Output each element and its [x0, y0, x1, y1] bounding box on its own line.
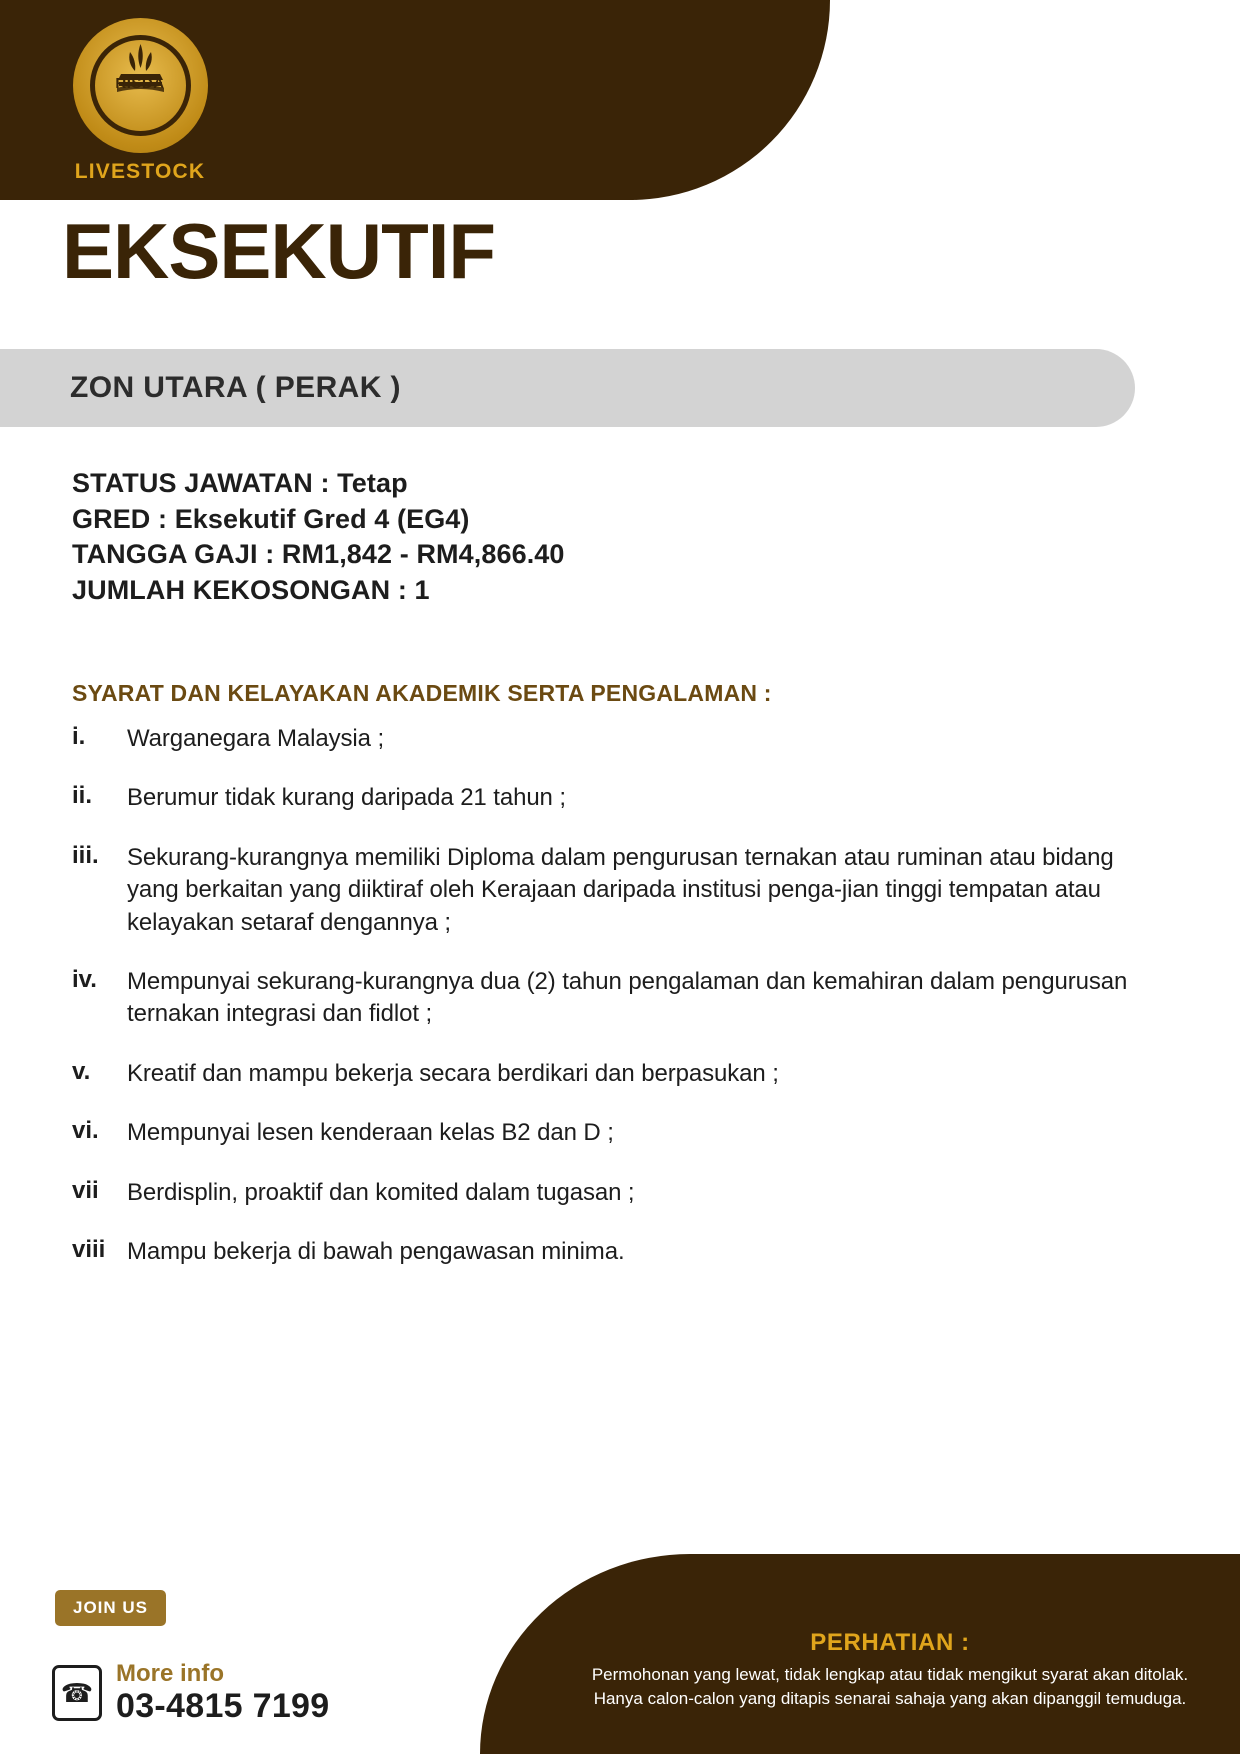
handset-glyph: ☎: [60, 1677, 94, 1708]
phone-icon: [52, 1665, 102, 1721]
jumlah-kekosongan: JUMLAH KEKOSONGAN : 1: [72, 574, 430, 605]
header: [0, 0, 1240, 200]
list-item: [72, 842, 1167, 939]
phone-number[interactable]: 03-4815 7199: [116, 1686, 330, 1725]
livestock-label: LIVESTOCK: [74, 160, 206, 183]
list-item-text: Sekurang-kurangnya memiliki Diploma dalam pengurusan ternakan atau ruminan atau bidang yang berkaitan yang diiktiraf oleh Kerajaan daripada institusi penga-jian tinggi tempatan atau kelayakan setaraf dengannya ;: [127, 843, 1114, 936]
requirements-heading: SYARAT DAN KELAYAKAN AKADEMIK SERTA PENGALAMAN :: [72, 680, 772, 706]
logo-block: [60, 18, 220, 184]
page-title: EKSEKUTIF: [62, 207, 496, 295]
list-item: [72, 1236, 1167, 1268]
list-item-number: v.: [72, 1057, 91, 1085]
attention-body: Permohonan yang lewat, tidak lengkap atau tidak mengikut syarat akan ditolak. Hanya calon-calon yang ditapis senarai sahaja yang akan dipanggil temuduga.: [591, 1664, 1189, 1709]
status-jawatan: STATUS JAWATAN : Tetap: [72, 468, 408, 498]
zone-label: ZON UTARA ( PERAK ): [70, 371, 401, 404]
list-item-text: Kreatif dan mampu bekerja secara berdikari dan berpasukan ;: [127, 1059, 779, 1087]
list-item-text: Berumur tidak kurang daripada 21 tahun ;: [127, 784, 566, 812]
list-item: [72, 1117, 1167, 1149]
list-item-number: ii.: [72, 782, 93, 810]
join-us-badge: JOIN US: [55, 1590, 166, 1626]
contact-block: [52, 1661, 329, 1726]
list-item-number: i.: [72, 723, 86, 750]
requirements-list: [72, 723, 1167, 1295]
attention-block: [580, 1629, 1200, 1712]
list-item: [72, 782, 1167, 814]
footer: [0, 1554, 1240, 1754]
list-item-number: vii: [72, 1176, 99, 1204]
more-info-label: More info: [116, 1659, 224, 1687]
list-item-number: iii.: [72, 841, 99, 869]
job-info-block: [72, 466, 1152, 609]
list-item: [72, 966, 1167, 1031]
list-item: [72, 1177, 1167, 1209]
contact-text: [116, 1661, 329, 1726]
list-item: [72, 723, 1167, 755]
list-item-number: vi.: [72, 1117, 99, 1145]
list-item-text: Warganegara Malaysia ;: [127, 725, 385, 752]
risda-logo-icon: [73, 18, 208, 153]
list-item: [72, 1058, 1167, 1090]
list-item-text: Mempunyai sekurang-kurangnya dua (2) tahun pengalaman dan kemahiran dalam pengurusan ternakan integrasi dan fidlot ;: [127, 967, 1128, 1028]
list-item-text: Mempunyai lesen kenderaan kelas B2 dan D ;: [127, 1119, 614, 1147]
list-item-text: Mampu bekerja di bawah pengawasan minima.: [127, 1237, 625, 1265]
logo-wordmark: RISDA: [115, 75, 165, 92]
attention-title: PERHATIAN :: [810, 1628, 970, 1656]
zone-bar: [0, 349, 1135, 427]
tangga-gaji: TANGGA GAJI : RM1,842 - RM4,866.40: [72, 539, 565, 570]
list-item-text: Berdisplin, proaktif dan komited dalam tugasan ;: [127, 1178, 635, 1206]
list-item-number: iv.: [72, 965, 97, 993]
gred: GRED : Eksekutif Gred 4 (EG4): [72, 503, 470, 534]
list-item-number: viii: [72, 1235, 106, 1263]
